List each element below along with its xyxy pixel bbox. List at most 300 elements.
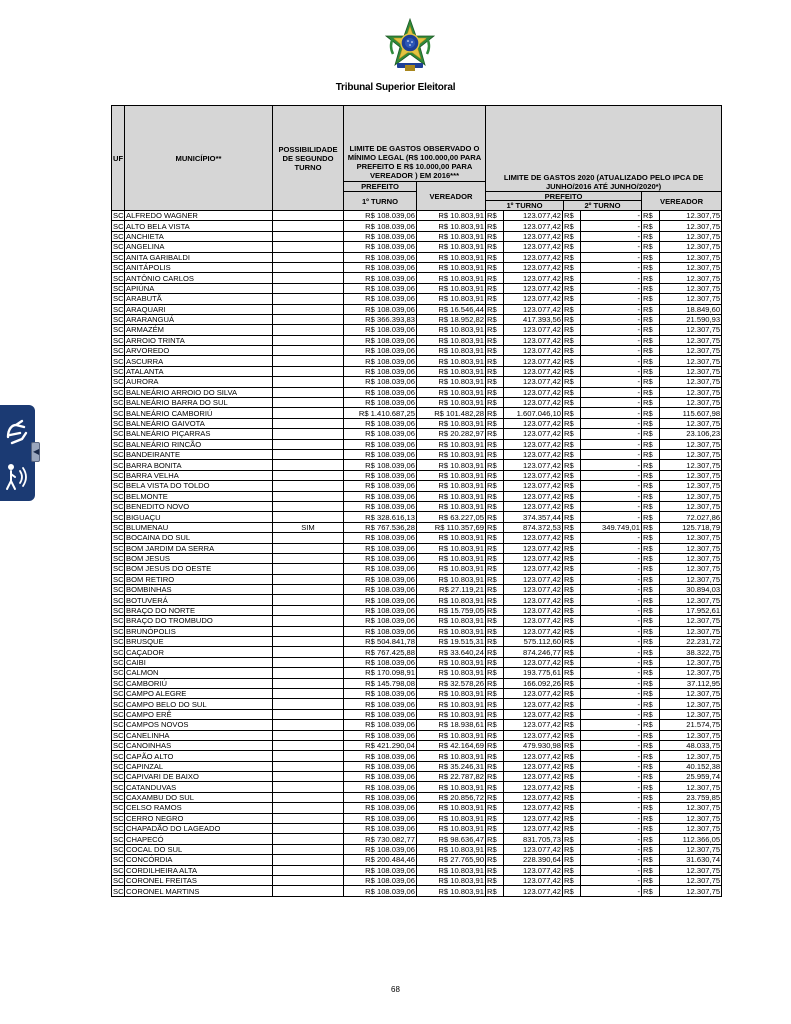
municipio-cell: CAMBORIÚ (125, 678, 273, 688)
currency-cell: R$ (486, 211, 504, 221)
prefeito-2020-second-cell: - (581, 366, 642, 376)
currency-cell: R$ (563, 387, 581, 397)
second-round-cell (273, 595, 344, 605)
prefeito-2020-first-cell: 831.705,73 (504, 834, 563, 844)
second-round-cell (273, 803, 344, 813)
prefeito-2016-cell: R$ 108.039,06 (344, 876, 417, 886)
vereador-2020-cell: 125.718,79 (660, 522, 722, 532)
prefeito-2020-second-cell: 349.749,01 (581, 522, 642, 532)
prefeito-2020-first-cell: 123.077,42 (504, 429, 563, 439)
uf-cell: SC (113, 761, 124, 771)
table-row (112, 637, 722, 647)
vereador-2020-cell: 115.607,98 (660, 408, 722, 418)
vereador-2020-cell: 12.307,75 (660, 543, 722, 553)
vereador-2020-cell: 12.307,75 (660, 782, 722, 792)
vereador-2016-cell: R$ 16.546,44 (417, 304, 486, 314)
currency-cell: R$ (563, 740, 581, 750)
currency-cell: R$ (642, 616, 660, 626)
prefeito-2016-cell: R$ 767.425,88 (344, 647, 417, 657)
prefeito-2020-second-cell: - (581, 262, 642, 272)
prefeito-2020-second-cell: - (581, 782, 642, 792)
currency-cell: R$ (642, 346, 660, 356)
prefeito-2020-first-cell: 123.077,42 (504, 782, 563, 792)
municipio-cell: CHAPECÓ (125, 834, 273, 844)
second-round-cell (273, 533, 344, 543)
uf-cell: SC (113, 543, 124, 553)
table-row (112, 626, 722, 636)
currency-cell: R$ (563, 377, 581, 387)
uf-cell: SC (113, 709, 124, 719)
currency-cell: R$ (563, 595, 581, 605)
prefeito-2020-second-cell: - (581, 813, 642, 823)
currency-cell: R$ (486, 398, 504, 408)
uf-cell: SC (113, 335, 124, 345)
prefeito-2020-first-cell: 123.077,42 (504, 439, 563, 449)
prefeito-2020-first-cell: 123.077,42 (504, 231, 563, 241)
vereador-2020-cell: 12.307,75 (660, 730, 722, 740)
vereador-2016-cell: R$ 10.803,91 (417, 668, 486, 678)
vereador-2020-cell: 12.307,75 (660, 865, 722, 875)
vereador-2016-cell: R$ 10.803,91 (417, 231, 486, 241)
municipio-cell: CHAPADÃO DO LAGEADO (125, 824, 273, 834)
uf-cell: SC (113, 678, 124, 688)
prefeito-2020-first-cell: 123.077,42 (504, 709, 563, 719)
currency-cell: R$ (563, 356, 581, 366)
vereador-2020-cell: 12.307,75 (660, 616, 722, 626)
vereador-2016-cell: R$ 10.803,91 (417, 398, 486, 408)
prefeito-2020-second-cell: - (581, 346, 642, 356)
second-round-cell (273, 668, 344, 678)
second-round-cell (273, 366, 344, 376)
prefeito-2020-second-cell: - (581, 211, 642, 221)
col-uf-header: UF (112, 106, 125, 211)
prefeito-2016-cell: R$ 108.039,06 (344, 294, 417, 304)
table-row (112, 294, 722, 304)
prefeito-2016-cell: R$ 108.039,06 (344, 751, 417, 761)
currency-cell: R$ (486, 792, 504, 802)
table-row (112, 439, 722, 449)
vereador-2016-cell: R$ 10.803,91 (417, 439, 486, 449)
uf-cell: SC (113, 574, 124, 584)
second-round-cell (273, 481, 344, 491)
currency-cell: R$ (563, 366, 581, 376)
prefeito-2020-first-cell: 123.077,42 (504, 813, 563, 823)
vereador-2016-cell: R$ 10.803,91 (417, 730, 486, 740)
prefeito-2016-cell: R$ 108.039,06 (344, 792, 417, 802)
prefeito-2016-cell: R$ 108.039,06 (344, 782, 417, 792)
prefeito-2020-first-cell: 123.077,42 (504, 688, 563, 698)
table-row (112, 553, 722, 563)
uf-cell: SC (113, 813, 124, 823)
table-row (112, 398, 722, 408)
prefeito-2020-second-cell: - (581, 418, 642, 428)
second-round-cell (273, 221, 344, 231)
prefeito-2020-first-cell: 123.077,42 (504, 553, 563, 563)
col-limit-2020-header: LIMITE DE GASTOS 2020 (ATUALIZADO PELO IPCA DE JUNHO/2016 ATÉ JUNHO/2020*) (486, 106, 722, 192)
prefeito-2020-first-cell: 123.077,42 (504, 273, 563, 283)
currency-cell: R$ (642, 429, 660, 439)
currency-cell: R$ (486, 761, 504, 771)
uf-cell: SC (113, 470, 124, 480)
municipio-cell: ARARANGUÁ (125, 314, 273, 324)
prefeito-2020-first-cell: 123.077,42 (504, 803, 563, 813)
currency-cell: R$ (486, 844, 504, 854)
vereador-2016-cell: R$ 10.803,91 (417, 751, 486, 761)
currency-cell: R$ (486, 262, 504, 272)
prefeito-2020-first-cell: 123.077,42 (504, 418, 563, 428)
vereador-2016-cell: R$ 27.765,90 (417, 855, 486, 865)
second-round-cell (273, 335, 344, 345)
currency-cell: R$ (563, 408, 581, 418)
vereador-2016-cell: R$ 10.803,91 (417, 626, 486, 636)
second-round-cell (273, 751, 344, 761)
uf-cell: SC (113, 325, 124, 335)
vereador-2016-cell: R$ 15.759,05 (417, 605, 486, 615)
uf-cell: SC (113, 252, 124, 262)
currency-cell: R$ (486, 283, 504, 293)
vereador-2020-cell: 30.894,03 (660, 585, 722, 595)
currency-cell: R$ (642, 824, 660, 834)
prefeito-2016-cell: R$ 108.039,06 (344, 346, 417, 356)
currency-cell: R$ (486, 429, 504, 439)
vereador-2020-cell: 12.307,75 (660, 439, 722, 449)
currency-cell: R$ (642, 699, 660, 709)
currency-cell: R$ (642, 564, 660, 574)
currency-cell: R$ (486, 387, 504, 397)
vereador-2016-cell: R$ 20.282,97 (417, 429, 486, 439)
uf-cell: SC (113, 387, 124, 397)
currency-cell: R$ (563, 211, 581, 221)
vereador-2020-cell: 12.307,75 (660, 813, 722, 823)
prefeito-2020-first-cell: 874.246,77 (504, 647, 563, 657)
second-round-cell (273, 876, 344, 886)
prefeito-2020-second-cell: - (581, 792, 642, 802)
municipio-cell: ANCHIETA (125, 231, 273, 241)
uf-cell: SC (113, 377, 124, 387)
table-row (112, 356, 722, 366)
currency-cell: R$ (642, 782, 660, 792)
vereador-2020-cell: 18.849,60 (660, 304, 722, 314)
prefeito-2020-first-cell: 123.077,42 (504, 886, 563, 896)
uf-cell: SC (113, 522, 124, 532)
currency-cell: R$ (642, 709, 660, 719)
second-round-cell (273, 792, 344, 802)
first-round-2020-header: 1º TURNO (486, 201, 564, 210)
currency-cell: R$ (486, 730, 504, 740)
vereador-2016-cell: R$ 27.119,21 (417, 585, 486, 595)
currency-cell: R$ (486, 876, 504, 886)
vereador-2020-cell: 12.307,75 (660, 346, 722, 356)
uf-cell: SC (113, 616, 124, 626)
prefeito-2016-cell: R$ 108.039,06 (344, 605, 417, 615)
table-row (112, 335, 722, 345)
vereador-2020-cell: 12.307,75 (660, 751, 722, 761)
prefeito-2016-cell: R$ 108.039,06 (344, 387, 417, 397)
currency-cell: R$ (642, 637, 660, 647)
prefeito-2016-cell: R$ 108.039,06 (344, 626, 417, 636)
table-row (112, 678, 722, 688)
currency-cell: R$ (642, 740, 660, 750)
municipio-cell: ANGELINA (125, 242, 273, 252)
currency-cell: R$ (563, 678, 581, 688)
currency-cell: R$ (563, 730, 581, 740)
prefeito-2020-second-cell: - (581, 252, 642, 262)
prefeito-2020-second-cell: - (581, 512, 642, 522)
prefeito-2020-first-cell: 123.077,42 (504, 304, 563, 314)
currency-cell: R$ (486, 543, 504, 553)
currency-cell: R$ (486, 616, 504, 626)
currency-cell: R$ (486, 356, 504, 366)
currency-cell: R$ (642, 273, 660, 283)
prefeito-2020-first-cell: 123.077,42 (504, 605, 563, 615)
vereador-2020-cell: 12.307,75 (660, 657, 722, 667)
prefeito-2016-cell: R$ 108.039,06 (344, 595, 417, 605)
table-row (112, 449, 722, 459)
prefeito-2020-second-cell: - (581, 688, 642, 698)
vereador-2016-cell: R$ 10.803,91 (417, 221, 486, 231)
municipio-cell: CAMPO BELO DO SUL (125, 699, 273, 709)
currency-cell: R$ (563, 637, 581, 647)
vereador-2020-cell: 112.366,05 (660, 834, 722, 844)
prefeito-2020-second-cell: - (581, 481, 642, 491)
municipio-cell: ANTÔNIO CARLOS (125, 273, 273, 283)
vereador-2016-cell: R$ 10.803,91 (417, 782, 486, 792)
currency-cell: R$ (563, 491, 581, 501)
second-round-cell (273, 605, 344, 615)
vereador-2016-cell: R$ 10.803,91 (417, 543, 486, 553)
currency-cell: R$ (563, 803, 581, 813)
currency-cell: R$ (563, 273, 581, 283)
prefeito-2020-first-cell: 123.077,42 (504, 387, 563, 397)
municipio-cell: ALTO BELA VISTA (125, 221, 273, 231)
prefeito-2016-cell: R$ 108.039,06 (344, 439, 417, 449)
uf-cell: SC (113, 793, 124, 803)
currency-cell: R$ (642, 761, 660, 771)
currency-cell: R$ (563, 647, 581, 657)
table-row (112, 491, 722, 501)
vereador-2016-cell: R$ 10.803,91 (417, 377, 486, 387)
vereador-2016-cell: R$ 10.803,91 (417, 252, 486, 262)
uf-cell: SC (113, 886, 124, 896)
second-round-cell (273, 460, 344, 470)
uf-cell: SC (113, 481, 124, 491)
currency-cell: R$ (486, 782, 504, 792)
sign-language-icon[interactable] (2, 411, 32, 451)
prefeito-2020-first-cell: 123.077,42 (504, 699, 563, 709)
currency-cell: R$ (563, 533, 581, 543)
table-row (112, 366, 722, 376)
municipio-cell: CORONEL MARTINS (125, 886, 273, 896)
uf-cell: SC (113, 491, 124, 501)
currency-cell: R$ (563, 564, 581, 574)
vereador-2020-cell: 12.307,75 (660, 876, 722, 886)
prefeito-2016-cell: R$ 108.039,06 (344, 865, 417, 875)
vereador-2016-cell: R$ 10.803,91 (417, 470, 486, 480)
prefeito-2020-second-cell: - (581, 605, 642, 615)
currency-cell: R$ (642, 688, 660, 698)
currency-cell: R$ (486, 585, 504, 595)
vereador-2016-cell: R$ 10.803,91 (417, 366, 486, 376)
currency-cell: R$ (563, 501, 581, 511)
currency-cell: R$ (642, 262, 660, 272)
table-row (112, 418, 722, 428)
vereador-2020-cell: 48.033,75 (660, 740, 722, 750)
municipio-cell: CORDILHEIRA ALTA (125, 865, 273, 875)
uf-cell: SC (113, 367, 124, 377)
prefeito-2016-cell: R$ 108.039,06 (344, 616, 417, 626)
currency-cell: R$ (486, 740, 504, 750)
prefeito-2020-first-cell: 123.077,42 (504, 533, 563, 543)
currency-cell: R$ (642, 751, 660, 761)
prefeito-2016-cell: R$ 767.536,28 (344, 522, 417, 532)
table-row (112, 751, 722, 761)
table-row (112, 377, 722, 387)
accessibility-toolbar (0, 405, 35, 501)
currency-cell: R$ (563, 761, 581, 771)
currency-cell: R$ (486, 699, 504, 709)
currency-cell: R$ (563, 221, 581, 231)
prefeito-2020-second-cell: - (581, 865, 642, 875)
prefeito-2020-first-cell: 123.077,42 (504, 730, 563, 740)
table-row (112, 730, 722, 740)
second-round-cell (273, 501, 344, 511)
vereador-2020-cell: 12.307,75 (660, 709, 722, 719)
currency-cell: R$ (642, 314, 660, 324)
prefeito-2020-second-cell: - (581, 449, 642, 459)
prefeito-2020-second-cell: - (581, 595, 642, 605)
currency-cell: R$ (642, 439, 660, 449)
currency-cell: R$ (486, 512, 504, 522)
table-row (112, 304, 722, 314)
vereador-2020-cell: 12.307,75 (660, 252, 722, 262)
table-row (112, 813, 722, 823)
prefeito-2020-second-cell: - (581, 668, 642, 678)
currency-cell: R$ (642, 470, 660, 480)
prefeito-2020-first-cell: 874.372,53 (504, 522, 563, 532)
prefeito-2020-first-cell: 123.077,42 (504, 398, 563, 408)
uf-cell: SC (113, 803, 124, 813)
audio-description-icon[interactable] (2, 455, 32, 495)
vereador-2016-cell: R$ 10.803,91 (417, 325, 486, 335)
currency-cell: R$ (486, 647, 504, 657)
second-round-2020-header: 2º TURNO (584, 201, 621, 210)
prefeito-2020-first-cell: 417.393,56 (504, 314, 563, 324)
currency-cell: R$ (563, 865, 581, 875)
currency-cell: R$ (563, 398, 581, 408)
vereador-2016-cell: R$ 10.803,91 (417, 813, 486, 823)
currency-cell: R$ (563, 782, 581, 792)
prefeito-2016-cell: R$ 108.039,06 (344, 699, 417, 709)
vereador-2020-cell: 12.307,75 (660, 460, 722, 470)
vereador-2020-cell: 12.307,75 (660, 231, 722, 241)
currency-cell: R$ (563, 720, 581, 730)
currency-cell: R$ (486, 564, 504, 574)
prefeito-2020-second-cell: - (581, 553, 642, 563)
second-round-cell (273, 294, 344, 304)
currency-cell: R$ (642, 512, 660, 522)
currency-cell: R$ (486, 366, 504, 376)
second-round-cell (273, 543, 344, 553)
currency-cell: R$ (563, 626, 581, 636)
toolbar-collapse-handle[interactable] (31, 442, 40, 462)
currency-cell: R$ (642, 792, 660, 802)
vereador-2020-cell: 12.307,75 (660, 491, 722, 501)
municipio-cell: ATALANTA (125, 366, 273, 376)
currency-cell: R$ (642, 855, 660, 865)
currency-cell: R$ (642, 294, 660, 304)
prefeito-2020-first-cell: 575.112,60 (504, 637, 563, 647)
currency-cell: R$ (642, 533, 660, 543)
vereador-2020-cell: 12.307,75 (660, 626, 722, 636)
uf-cell: SC (113, 689, 124, 699)
prefeito-2016-header: PREFEITO (344, 182, 417, 192)
prefeito-2020-first-cell: 123.077,42 (504, 449, 563, 459)
vereador-2016-cell: R$ 110.357,69 (417, 522, 486, 532)
vereador-2016-cell: R$ 10.803,91 (417, 242, 486, 252)
second-round-cell (273, 616, 344, 626)
prefeito-2020-first-cell: 123.077,42 (504, 585, 563, 595)
prefeito-2020-first-cell: 123.077,42 (504, 252, 563, 262)
currency-cell: R$ (563, 325, 581, 335)
currency-cell: R$ (486, 335, 504, 345)
prefeito-2020-second-cell: - (581, 855, 642, 865)
currency-cell: R$ (486, 709, 504, 719)
second-round-cell (273, 709, 344, 719)
uf-cell: SC (113, 772, 124, 782)
prefeito-2020-first-cell: 123.077,42 (504, 501, 563, 511)
prefeito-2016-cell: R$ 108.039,06 (344, 283, 417, 293)
currency-cell: R$ (642, 408, 660, 418)
prefeito-2016-cell: R$ 108.039,06 (344, 585, 417, 595)
vereador-2020-cell: 12.307,75 (660, 886, 722, 896)
currency-cell: R$ (563, 813, 581, 823)
second-round-cell (273, 678, 344, 688)
chevron-left-icon: ◀ (33, 447, 40, 456)
prefeito-2020-second-cell: - (581, 824, 642, 834)
vereador-2020-cell: 12.307,75 (660, 398, 722, 408)
table-row (112, 574, 722, 584)
prefeito-2020-first-cell: 123.077,42 (504, 824, 563, 834)
second-round-cell (273, 865, 344, 875)
municipio-cell: ASCURRA (125, 356, 273, 366)
currency-cell: R$ (563, 418, 581, 428)
vereador-2016-cell: R$ 10.803,91 (417, 418, 486, 428)
currency-cell: R$ (486, 491, 504, 501)
table-row (112, 824, 722, 834)
prefeito-2016-cell: R$ 108.039,06 (344, 553, 417, 563)
currency-cell: R$ (486, 346, 504, 356)
vereador-2020-cell: 12.307,75 (660, 418, 722, 428)
vereador-2016-cell: R$ 10.803,91 (417, 574, 486, 584)
second-round-cell (273, 387, 344, 397)
table-row (112, 283, 722, 293)
vereador-2020-cell: 23.106,23 (660, 429, 722, 439)
municipio-cell: CAMPO ALEGRE (125, 688, 273, 698)
currency-cell: R$ (563, 283, 581, 293)
uf-cell: SC (113, 741, 124, 751)
prefeito-2020-first-cell: 123.077,42 (504, 595, 563, 605)
uf-cell: SC (113, 865, 124, 875)
prefeito-2016-cell: R$ 108.039,06 (344, 772, 417, 782)
vereador-2016-cell: R$ 10.803,91 (417, 294, 486, 304)
second-round-cell (273, 408, 344, 418)
uf-cell: SC (113, 460, 124, 470)
table-row (112, 782, 722, 792)
prefeito-2016-cell: R$ 421.290,04 (344, 740, 417, 750)
municipio-cell: CAPINZAL (125, 761, 273, 771)
second-round-cell (273, 699, 344, 709)
table-row (112, 221, 722, 231)
